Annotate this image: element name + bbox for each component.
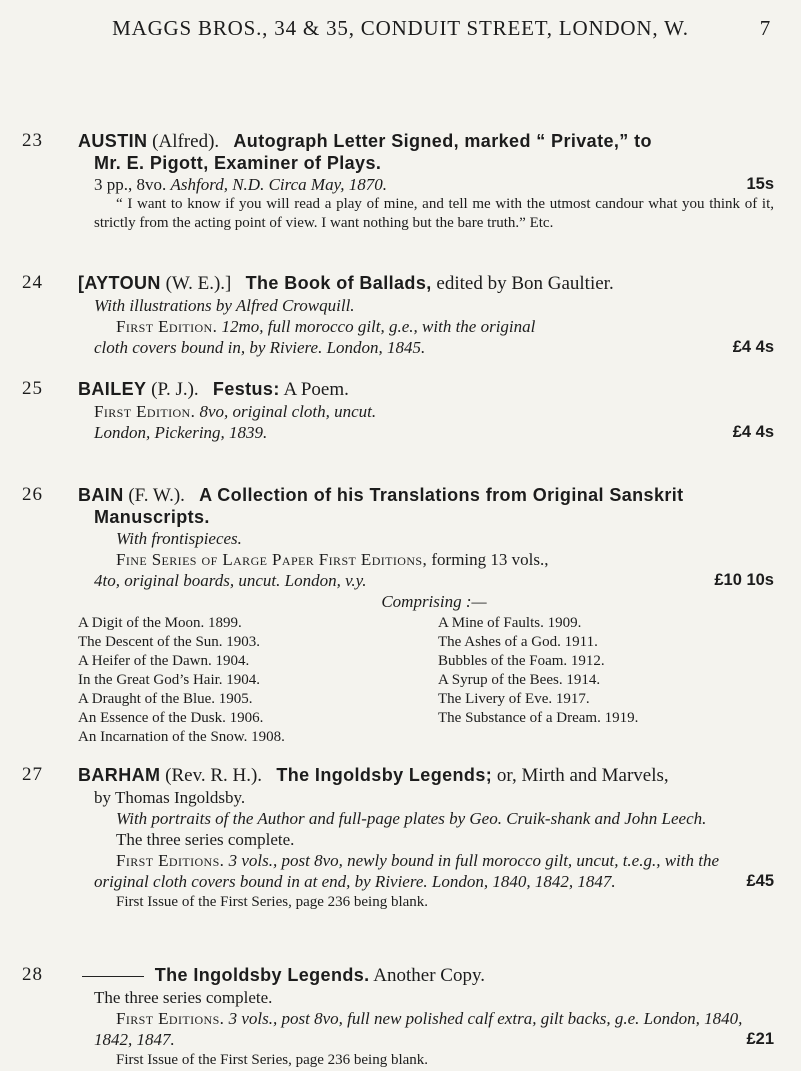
entry-heading xyxy=(78,378,774,401)
entry-number: 23 xyxy=(22,130,43,151)
entry-title-detail: Another Copy. xyxy=(373,965,485,986)
entry-title: The Ingoldsby Legends. xyxy=(154,965,370,985)
entry-number: 28 xyxy=(22,964,43,985)
entry-number: 24 xyxy=(22,272,43,293)
entry-author-detail: (F. W.). xyxy=(128,485,185,506)
entry-heading xyxy=(78,272,774,295)
entry-title: The Book of Ballads, xyxy=(245,273,432,293)
entry-format: 3 pp., 8vo. xyxy=(94,175,167,194)
entry-date: Circa May, 1870. xyxy=(268,175,387,194)
entry-edition: First Edition. xyxy=(94,402,196,421)
entry-author: AUSTIN xyxy=(78,131,148,151)
entry-issue-note: First Issue of the First Series, page 236 being blank. xyxy=(116,1052,429,1068)
entry-price: £10 10s xyxy=(714,571,774,589)
entry-number: 25 xyxy=(22,378,43,399)
entry-binding: 8vo, original cloth, uncut. xyxy=(199,402,377,421)
entry-byline: by Thomas Ingoldsby. xyxy=(94,788,246,807)
entry-author-detail: (W. E.).] xyxy=(165,273,232,294)
ditto-rule xyxy=(82,976,144,977)
entry-title-cont: Manuscripts. xyxy=(94,507,210,527)
entry-binding: 12mo, full morocco gilt, g.e., with the original xyxy=(221,317,536,336)
entry-heading xyxy=(78,130,774,153)
catalogue-entry-25 xyxy=(22,378,774,443)
entry-heading xyxy=(78,964,774,987)
entry-price: £45 xyxy=(746,872,774,890)
list-item: A Heifer of the Dawn. 1904. xyxy=(78,653,250,669)
entry-title-detail: edited by Bon Gaultier. xyxy=(436,273,614,294)
entry-description xyxy=(94,850,774,892)
entry-title: A Collection of his Translations from Original Sanskrit xyxy=(199,485,684,505)
list-item: An Incarnation of the Snow. 1908. xyxy=(78,729,285,745)
entry-author: BARHAM xyxy=(78,765,161,785)
entry-description xyxy=(94,316,774,337)
entry-title: Festus: xyxy=(212,379,280,399)
entry-publisher: London, Pickering, 1839. xyxy=(94,423,268,442)
catalogue-entry-28 xyxy=(22,964,774,1071)
entry-author: BAIN xyxy=(78,485,124,505)
entry-place: Ashford, N.D. xyxy=(170,175,265,194)
entry-description xyxy=(94,401,774,422)
entry-edition: First Editions. xyxy=(116,851,225,870)
list-item: In the Great God’s Hair. 1904. xyxy=(78,672,261,688)
list-item: A Mine of Faults. 1909. xyxy=(438,615,582,631)
header-title: MAGGS BROS., 34 & 35, CONDUIT STREET, LONDON, W. xyxy=(112,16,689,40)
entry-note: The three series complete. xyxy=(94,988,273,1007)
entry-author-detail: (Rev. R. H.). xyxy=(165,765,263,786)
entry-illustrations: With portraits of the Author and full-page plates by Geo. Cruik-shank and John Leech. xyxy=(116,809,707,828)
entry-title-cont: Mr. E. Pigott, Examiner of Plays. xyxy=(94,153,382,173)
entry-note: The three series complete. xyxy=(116,830,295,849)
entry-price: £21 xyxy=(746,1030,774,1048)
entry-issue-note: First Issue of the First Series, page 236 being blank. xyxy=(116,894,429,910)
entry-author: [AYTOUN xyxy=(78,273,161,293)
entry-binding-cont: cloth covers bound in, by Riviere. London, 1845. xyxy=(94,338,426,357)
contents-column-right xyxy=(438,614,774,747)
entry-imprint xyxy=(94,337,774,358)
list-item: A Syrup of the Bees. 1914. xyxy=(438,672,601,688)
entry-edition: Fine Series of Large Paper First Editions, xyxy=(116,550,428,569)
list-item: The Livery of Eve. 1917. xyxy=(438,691,590,707)
list-item: An Essence of the Dusk. 1906. xyxy=(78,710,264,726)
catalogue-entry-24 xyxy=(22,272,774,358)
entry-edition: First Edition. xyxy=(116,317,218,336)
entry-comprising: Comprising :— xyxy=(381,592,487,611)
list-item: Bubbles of the Foam. 1912. xyxy=(438,653,605,669)
entry-imprint xyxy=(94,422,774,443)
entry-heading xyxy=(78,764,774,787)
entry-author-detail: (P. J.). xyxy=(151,379,199,400)
entry-price: £4 4s xyxy=(732,423,774,441)
entry-quote: “ I want to know if you will read a play of mine, and tell me with the utmost candour what you think of it, strictly from the acting point of view. I want nothing but the bare truth.” Etc. xyxy=(94,196,774,231)
entry-edition: First Editions. xyxy=(116,1009,225,1028)
entry-binding: 3 vols., post 8vo, newly bound in full morocco gilt, uncut, t.e.g., with the original cloth covers bound in at end, by Riviere. London, 1840, 1842, 1847. xyxy=(94,851,720,891)
entry-binding: 3 vols., post 8vo, full new polished calf extra, gilt backs, g.e. London, 1840, 1842, 1847. xyxy=(94,1009,743,1049)
catalogue-entry-23 xyxy=(22,130,774,233)
entry-title: Autograph Letter Signed, marked “ Private,” to xyxy=(233,131,652,151)
entry-title-detail: or, Mirth and Marvels, xyxy=(496,765,669,786)
entry-imprint xyxy=(94,174,774,195)
entry-price: 15s xyxy=(746,175,774,193)
entry-imprint xyxy=(94,570,774,591)
entry-description xyxy=(94,549,774,570)
list-item: The Ashes of a God. 1911. xyxy=(438,634,598,650)
running-header xyxy=(0,16,801,41)
list-item: The Descent of the Sun. 1903. xyxy=(78,634,261,650)
contents-list xyxy=(78,614,774,747)
list-item: The Substance of a Dream. 1919. xyxy=(438,710,639,726)
entry-author-detail: (Alfred). xyxy=(152,131,220,152)
contents-column-left xyxy=(78,614,438,747)
entry-author: BAILEY xyxy=(78,379,147,399)
entry-heading xyxy=(78,484,774,507)
list-item: A Draught of the Blue. 1905. xyxy=(78,691,253,707)
entry-title-detail: A Poem. xyxy=(283,379,349,400)
entry-number: 26 xyxy=(22,484,43,505)
entry-illustrations: With frontispieces. xyxy=(116,529,242,548)
entry-description xyxy=(94,1008,774,1050)
entry-binding: 4to, original boards, uncut. London, v.y. xyxy=(94,571,367,590)
entry-title: The Ingoldsby Legends; xyxy=(276,765,493,785)
entry-number: 27 xyxy=(22,764,43,785)
entry-volumes: forming 13 vols., xyxy=(431,550,549,569)
page-number: 7 xyxy=(759,16,771,40)
entry-price: £4 4s xyxy=(732,338,774,356)
catalogue-entry-26 xyxy=(22,484,774,747)
entry-illustrations: With illustrations by Alfred Crowquill. xyxy=(94,296,355,315)
catalogue-entry-27 xyxy=(22,764,774,913)
list-item: A Digit of the Moon. 1899. xyxy=(78,615,242,631)
